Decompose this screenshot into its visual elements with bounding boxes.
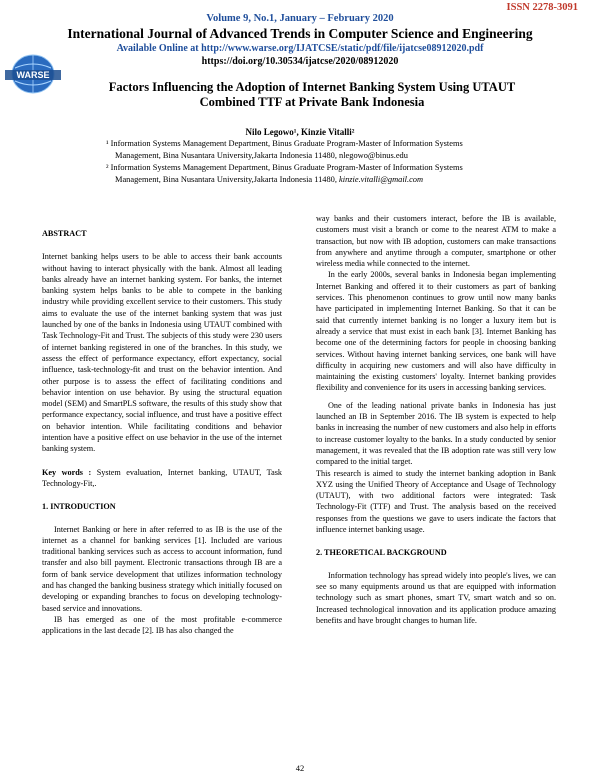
- page-number: 42: [295, 763, 305, 773]
- doi-link[interactable]: https://doi.org/10.30534/ijatcse/2020/08912020: [201, 56, 399, 67]
- introduction-heading: 1. INTRODUCTION: [42, 502, 116, 512]
- paper-title-line-1: Factors Influencing the Adoption of Internet Banking System Using UTAUT: [108, 80, 516, 94]
- logo-text: WARSE: [16, 70, 50, 80]
- author-email[interactable]: kinzie.vitalli@gmail.com: [339, 175, 424, 184]
- journal-name: International Journal of Advanced Trends in Computer Science and Engineering: [67, 26, 533, 41]
- theoretical-background-heading: 2. THEORETICAL BACKGROUND: [316, 548, 447, 558]
- affiliation-1-line-2: Management, Bina Nusantara University,Jakarta Indonesia 11480, nlegowo@binus.edu: [115, 151, 408, 160]
- right-paragraph-2: In the early 2000s, several banks in Indonesia began implementing Internet Banking and offered it to their customers as part of banking services. This phenomenon continues to grow until now many banks have participated in implementing Internet Banking. So that it can be said that currently internet banking is no longer a luxury item but is already a service that must exist in each bank [3]. Internet Banking has become one of the determining factors for people in choosing banking services. Without having internet banking services, one bank will have difficulty in acquiring new customers and will also have difficulty in maintaining the existing customers' loyalty. Internet banking provides flexibility and convenience for its users in accessing banking services.: [316, 270, 556, 393]
- left-column: [42, 228, 282, 637]
- right-paragraph-4: This research is aimed to study the internet banking adoption in Bank XYZ using the Unified Theory of Acceptance and Usage of Technology (UTAUT), with two additional factors were integrated: Task Technology-Fit (TTF) and Trust. The analysis based on the received responses from the questions we gave to users indicate the factors that influence internet banking usage.: [316, 468, 556, 535]
- available-online-link[interactable]: Available Online at http://www.warse.org/IJATCSE/static/pdf/file/ijatcse08912020.pdf: [116, 43, 484, 54]
- abstract-heading: ABSTRACT: [42, 229, 87, 238]
- abstract-text: Internet banking helps users to be able to access their bank accounts without having to interact physically with the bank. Almost all leading banks already have an internet banking system. For banks, the internet banking system helps banks to be able to compete in the banking industry while providing excellent service to their customers. This study aims to evaluate the use of the internet banking system that was just launched by one of the banks in Indonesia using UTAUT combined with Task Technology-Fit and Trust. The subjects of this study were 230 users of internet banking registered in one of the branches. In this study, we assess the effect of performance expectancy, effort expectancy, social influence, task-technology-fit and trust on the behavior intention. And other purpose is to assess the effect of facilitating conditions and behavior intention on use behavior. By using the structural equation model (SEM) and SmartPLS software, the results of this study show that performance expectancy, social influence, and trust have a positive effect on behavior intention. While facilitating conditions and behavior intention have a positive effect on use behavior in the use of the internet banking system.: [42, 252, 282, 454]
- warse-logo: [5, 52, 61, 96]
- theory-paragraph-1: Information technology has spread widely into people's lives, we can see so many equipments around us that are equipped with information technology such as smart phones, smart TV, smart watch and so on. Increased technological innovation and its application produce amazing benefits and have brought changes to human life.: [316, 570, 556, 625]
- affiliation-2-line-2: Management, Bina Nusantara University,Jakarta Indonesia 11480, kinzie.vitalli@gmail.com: [115, 175, 424, 184]
- issn-label: ISSN 2278-3091: [506, 2, 578, 13]
- keywords: Key words : System evaluation, Internet banking, UTAUT, Task Technology-Fit,.: [42, 467, 283, 488]
- right-paragraph-3: One of the leading national private banks in Indonesia has just launched an IB in September 2016. The IB system is expected to help banks in increasing the number of new customers and also help in efforts to increase customer loyalty to the banks. In a study conducted by senior management, it was revealed that the IB adoption rate was still very low compared to the initial target.: [316, 400, 556, 467]
- right-column: [316, 213, 556, 626]
- right-paragraph-1: way banks and their customers interact, before the IB is available, customers must visit a branch or come to the nearest ATM to make a transaction, but now with IB adoption, customers can make transactions from anywhere and anytime through a computer, smartphone or other wireless media while connected to the internet.: [316, 214, 556, 269]
- intro-paragraph-2: IB has emerged as one of the most profitable e-commerce applications in the last decade [2]. IB has also changed the: [42, 614, 282, 636]
- paper-title-line-2: Combined TTF at Private Bank Indonesia: [199, 95, 425, 109]
- authors: Nilo Legowo¹, Kinzie Vitalli²: [245, 127, 355, 137]
- affiliation-1-line-1: ¹ Information Systems Management Department, Binus Graduate Program-Master of Information Systems: [106, 139, 463, 148]
- volume-line: Volume 9, No.1, January – February 2020: [206, 13, 394, 24]
- intro-paragraph-1: Internet Banking or here in after referred to as IB is the use of the internet as a channel for banking services [1]. Included are various traditional banking services such as access to account information, fund transfer and also bill payment. Electronic transactions through IB are a form of bank service development that utilizes information technology and has changed the banking business strategy which initially focused on developing or expanding branches to focus on developing technology-based service and innovations.: [42, 524, 282, 613]
- affiliation-2-line-1: ² Information Systems Management Department, Binus Graduate Program-Master of Information Systems: [106, 163, 463, 172]
